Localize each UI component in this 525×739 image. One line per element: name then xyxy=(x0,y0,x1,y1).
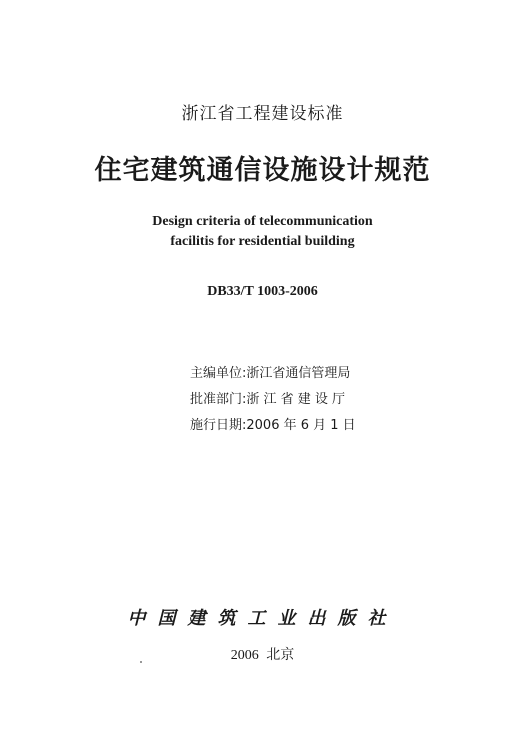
approval-department: 批准部门:浙 江 省 建 设 厅 xyxy=(190,392,346,407)
chief-editor-unit: 主编单位:浙江省通信管理局 xyxy=(190,366,351,381)
document-title-english-line1: Design criteria of telecommunication xyxy=(152,214,373,229)
standard-series-heading: 浙江省工程建设标准 xyxy=(181,104,344,124)
effective-date: 施行日期:2006 年 6 月 1 日 xyxy=(190,418,356,433)
standard-code: DB33/T 1003-2006 xyxy=(207,284,318,299)
document-title-english-line2: facilitis for residential building xyxy=(170,234,355,249)
publisher-name: 中国建筑工业出版社 xyxy=(127,608,398,629)
publication-imprint: 2006 北京 xyxy=(230,648,295,663)
document-title-chinese: 住宅建筑通信设施设计规范 xyxy=(94,155,431,186)
